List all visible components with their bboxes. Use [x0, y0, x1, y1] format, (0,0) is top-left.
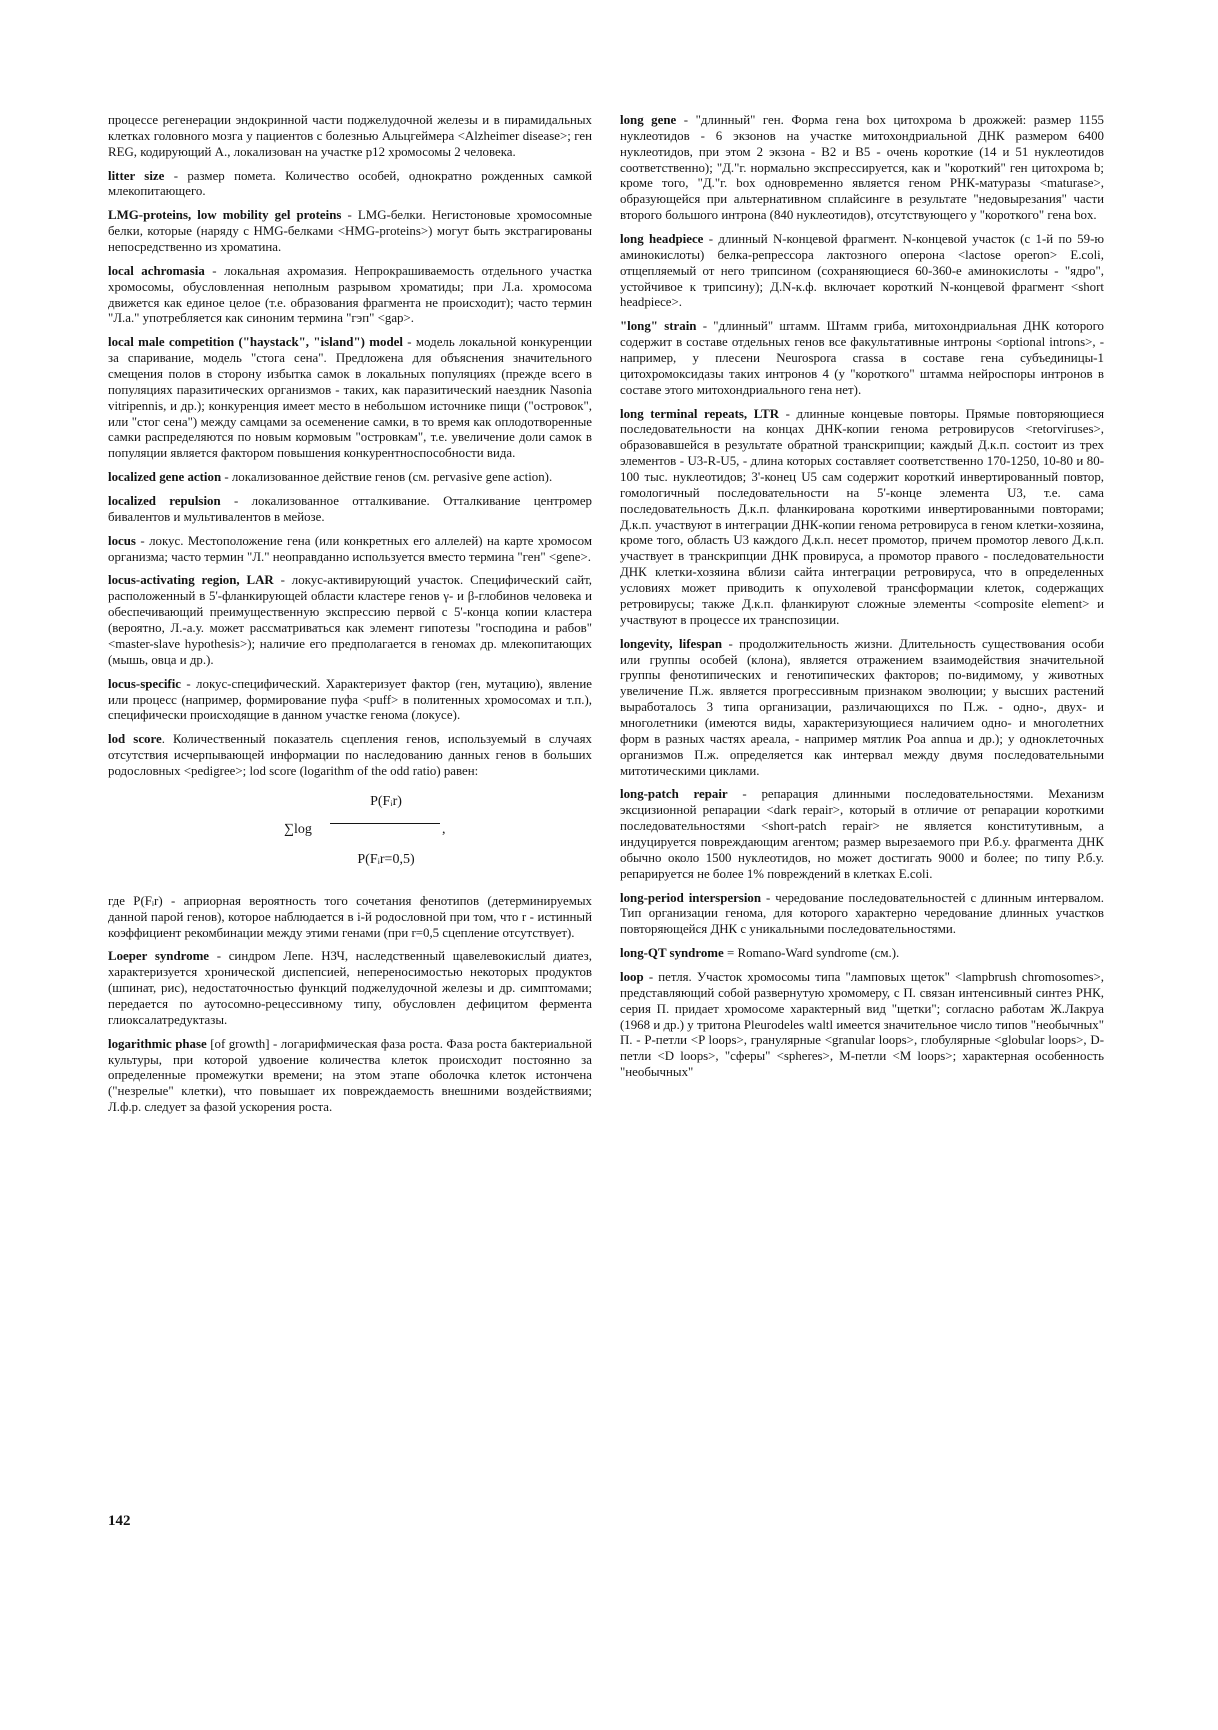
entry-longevity — [620, 637, 1104, 780]
entry-long-qt-syndrome — [620, 946, 1104, 962]
left-column — [108, 113, 592, 1124]
entry-term: locus — [108, 533, 136, 548]
entry-term: locus-activating region, LAR — [108, 573, 274, 588]
entry-term: local male competition ("haystack", "island") model — [108, 335, 403, 350]
entry-term: locus-specific — [108, 676, 182, 691]
entry-term: loop — [620, 969, 644, 984]
entry-term: localized gene action — [108, 470, 222, 485]
entry-long-strain — [620, 319, 1104, 398]
entry-definition: - модель локальной конкуренции за спаривание, модель "стога сена". Предложена для объяснения значительного смещения полов в сторону избытка самок в локальных популяциях (прежде всего в популяциях паразитических организмов - таких, как паразитический наездник Nasonia vitripennis, и др.); конкуренция имеет место в небольшом источнике пищи ("островок", или "стог сена") между самцами за осеменение самки, в то время как оплодотворенные самки распределяются по новым кормовым "островкам", т.е. увеличение доли самок в популяции является фактором повышения конкурентноспособности вида. — [108, 335, 592, 461]
entry-term: long gene — [620, 113, 677, 127]
entry-definition: - локус-активирующий участок. Специфический сайт, расположенный в 5'-фланкирующей области кластере генов γ- и β-глобинов человека и обеспечивающий преимущественную экспрессию первой с 5'-конца копии кластера (вероятно, Л.-а.у. может рассматриваться как элемент гипотезы "господина и рабов" <master-slave hypothesis>); наличие его предполагается в геномах др. млекопитающих (мышь, овца и др.). — [108, 573, 592, 667]
entry-definition: - продолжительность жизни. Длительность существования особи или группы особей (клона), является отражением взаимодействия значительной группы фенотипических и генотипических факторов; по-видимому, у животных увеличение П.ж. является прогрессивным признаком эволюции; у высших растений выработалось 3 типа организации, различающихся по П.ж. - одно-, двух- и многолетники (имеются виды, характеризующиеся наличием одно- и многолетних форм в разных частях ареала, - например мятлик Poa annua и др.); у одноклеточных организмов П.ж. определяется как интервал между двумя последовательными митотическими циклами. — [620, 636, 1104, 778]
entry-local-achromasia — [108, 264, 592, 327]
entry-term: long terminal repeats, LTR — [620, 406, 780, 421]
entry-term: lod score — [108, 732, 162, 747]
entry-term: local achromasia — [108, 263, 205, 278]
entry-definition: - чередование последовательностей с длинным интервалом. Тип организации генома, для которого характерно чередование длинных участков повторяющейся ДНК с уникальными последовательностями. — [620, 890, 1104, 937]
entry-definition: где P(Fᵢr) - априорная вероятность того сочетания фенотипов (детерминируемых данной парой генов), которое наблюдается в i-й родословной при том, что r - истинный коэффициент рекомбинации между этими генами (при r=0,5 сцепление отсутствует). — [108, 893, 592, 940]
entry-definition: - локализованное действие генов (см. pervasive gene action). — [221, 470, 553, 485]
formula-comma: , — [442, 821, 446, 837]
entry-term: litter size — [108, 168, 165, 183]
entry-long-terminal-repeats — [620, 407, 1104, 629]
entry-logarithmic-phase — [108, 1037, 592, 1116]
entry-term: long-period interspersion — [620, 890, 762, 905]
formula-sum-log: ∑log — [284, 821, 312, 837]
entry-definition: - длинные концевые повторы. Прямые повторяющиеся последовательности на концах ДНК-копии генома ретровирусов <retorviruses>, образовавшейся в результате обратной транскрипции; каждый Д.к.п. состоит из трех элементов - U3-R-U5, - длина которых составляет соответственно 170-1250, 10-80 и 80-100 тыс. нуклеотидов; 3'-конец U5 сам содержит короткий инвертированный повтор, гомологичный последовательности на 5'-конце элемента U3, т.е. сама последовательность Д.к.п. фланкирована короткими инвертированными повторами; Д.к.п. участвуют в интеграции ДНК-копии генома ретровируса в геном клетки-хозяина, кроме того, область U3 каждого Д.к.п. несет промотор, причем промотор левого Д.к.п. участвует в транскрипции ДНК провируса, а промотор правого - последовательности ДНК клетки-хозяина вблизи сайта интеграции ретровируса, что в определенных условиях может приводить к опухолевой трансформации клеток, содержащих ретровирусы; также Д.к.п. фланкируют сложные элементы <composite element> и участвуют в процессе их транспозиции. — [620, 406, 1104, 627]
entry-local-male-competition — [108, 335, 592, 462]
formula-denominator: P(Fᵢr=0,5) — [357, 851, 415, 867]
right-column — [620, 113, 1104, 1089]
entry-definition: - локальная ахромазия. Непрокрашиваемость отдельного участка хромосомы, обусловленная неполным разрывом хроматиды; при Л.а. хромосома движется как единое целое (т.е. образования фрагмента не происходит); часто термин "Л.а." употребляется как синоним термина "гэп" <gap>. — [108, 263, 592, 326]
entry-litter-size — [108, 169, 592, 201]
entry-definition: . Количественный показатель сцепления генов, используемый в случаях отсутствия исчерпывающей информации по наследованию данных генов в больших родословных <pedigree>; lod score (logarithm of the odd ratio) равен: — [108, 732, 593, 778]
entry-definition: - "длинный" штамм. Штамм гриба, митохондриальная ДНК которого содержит в составе отдельных генов все факультативные интроны <optional introns>, - например, у плесени Neurospora crassa в составе гена субъединицы-1 цитохромоксидазы таких интронов 4 (у "короткого" штамма нейроспоры интронов в составе этого митохондриального гена нет). — [620, 319, 1105, 397]
entry-locus-specific — [108, 677, 592, 725]
entry-locus-activating-region — [108, 573, 592, 668]
entry-lmg-proteins — [108, 208, 592, 256]
entry-definition: - петля. Участок хромосомы типа "ламповых щеток" <lampbrush chromosomes>, представляющий собой развернутую хромомеру, с П. связан интенсивный синтез РНК, серия П. придает хромосоме характерный вид "щетки"; согласно работам Ж.Лакруа (1968 и др.) у тритона Pleurodeles waltl имеется значительное число типов "необычных" П. - P-петли <P loops>, гранулярные <granular loops>, глобулярные <globular loops>, D-петли <D loops>, "сферы" <spheres>, M-петли <M loops>; характерная особенность "необычных" — [620, 969, 1104, 1080]
entry-definition: - размер помета. Количество особей, однократно рожденных самкой млекопитающего. — [108, 168, 592, 199]
entry-localized-repulsion — [108, 494, 592, 526]
entry-locus — [108, 534, 592, 566]
entry-term: long-QT syndrome — [620, 946, 724, 961]
entry-definition: - LMG-белки. Негистоновые хромосомные белки, которые (наряду с HMG-белками <HMG-proteins>) могут быть экстрагированы непосредственно из хроматина. — [108, 208, 592, 255]
entry-alzheimer-continuation: процессе регенерации эндокринной части поджелудочной железы и в пирамидальных клетках головного мозга у пациентов с болезнью Альцгеймера <Alzheimer disease>; ген REG, кодирующий А., локализован на участке p12 хромосомы 2 человека. — [108, 113, 592, 159]
lod-score-formula — [108, 782, 592, 888]
entry-definition: - синдром Лепе. НЗЧ, наследственный щавелевокислый диатез, характеризуется хронической диспепсией, непереносимостью некоторых продуктов (шпинат, рис), недостаточностью функций поджелудочной железы и др. симптомами; передается по аутосомно-рецессивному типу, обусловлен дефицитом фермента глиоксалатредуктазы. — [108, 949, 592, 1027]
page-number: 142 — [108, 1513, 131, 1529]
entry-term: localized repulsion — [108, 494, 221, 509]
entry-long-period-interspersion — [620, 891, 1104, 939]
entry-loeper-syndrome — [108, 949, 592, 1028]
entry-definition: [of growth] - логарифмическая фаза роста. Фаза роста бактериальной культуры, при которой удвоение количества клеток происходит постоянно за определенные промежутки времени; на этом этапе оболочка клеток истончена ("незрелые" клетки), что повышает их повреждаемость внешними воздействиями; Л.ф.р. следует за фазой ускорения роста. — [108, 1036, 592, 1115]
entry-long-patch-repair — [620, 787, 1104, 882]
entry-term: Loeper syndrome — [108, 949, 210, 964]
entry-definition: - длинный N-концевой фрагмент. N-концевой участок (с 1-й по 59-ю аминокислоты) белка-репрессора лактозного оперона <lactose operon> E.coli, отщепляемый от него трипсином (сохраняющиеся 60-360-е аминокислоты - "ядро", устойчивое к трипсину); Д.N-к.ф. включает короткий N-концевой фрагмент <short headpiece>. — [620, 232, 1104, 310]
entry-definition: - локус-специфический. Характеризует фактор (ген, мутацию), явление или процесс (например, формирование пуфа <puff> в политенных хромосомах и т.п.), специфически происходящие в данном участке генома (локусе). — [108, 676, 592, 723]
entry-long-gene — [620, 113, 1104, 224]
entry-lod-score — [108, 732, 592, 780]
entry-definition: - "длинный" ген. Форма гена box цитохрома b дрожжей: размер 1155 нуклеотидов - 6 экзонов на участке митохондриальной ДНК размером 6400 нуклеотидов, при этом 2 экзона - B2 и B5 - очень короткие (14 и 51 нуклеотидов соответственно); "Д."г. нормально экспрессируется, как и "короткий" ген цитохрома b; кроме того, "Д."г. box одновременно является геном РНК-матуразы <maturase>, образующейся при альтернативном сплайсинге в результате "недовырезания" части второго большого интрона (840 нуклеотидов), отсутствующего у "короткого" гена box. — [620, 113, 1104, 223]
entry-lod-score-explanation — [108, 894, 592, 942]
entry-long-headpiece — [620, 232, 1104, 311]
entry-definition: = Romano-Ward syndrome (см.). — [723, 946, 900, 961]
entry-definition: - репарация длинными последовательностями. Механизм эксцизионной репарации <dark repair>, который в отличие от репарации короткими последовательностями <short-patch repair> не является конститутивным, а индуцируется повреждающим агентом; размер вырезаемого при Р.б.у. фрагмента ДНК обычно около 1500 нуклеотидов, но может достигать 9000 и более; по типу Р.б.у. репарируется не более 1% повреждений в клетках E.coli. — [620, 787, 1104, 881]
entry-term: logarithmic phase — [108, 1036, 207, 1051]
entry-term: "long" strain — [620, 319, 697, 334]
entry-term: LMG-proteins, low mobility gel proteins — [108, 208, 342, 223]
formula-fraction-bar — [330, 823, 440, 824]
entry-term: long-patch repair — [620, 787, 728, 802]
entry-definition: - локализованное отталкивание. Отталкивание центромер бивалентов и мультивалентов в мейозе. — [108, 494, 592, 524]
entry-term: long headpiece — [620, 232, 704, 247]
formula-numerator: P(Fᵢr) — [370, 793, 402, 809]
entry-definition: - локус. Местоположение гена (или конкретных его аллелей) на карте хромосом организма; часто термин "Л." неоправданно используется вместо термина "ген" <gene>. — [108, 533, 592, 564]
entry-localized-gene-action — [108, 470, 592, 486]
entry-loop — [620, 970, 1104, 1081]
entry-term: longevity, lifespan — [620, 636, 723, 651]
